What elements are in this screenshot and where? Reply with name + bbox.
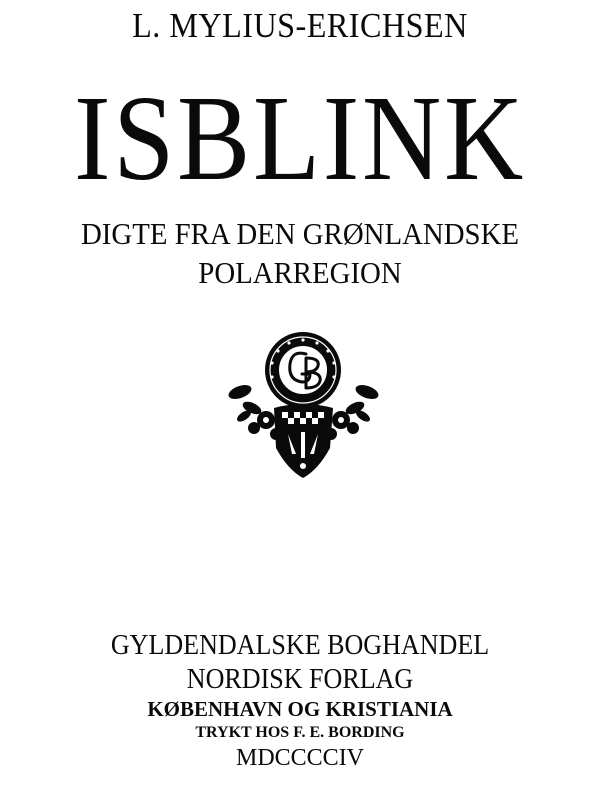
printer-credit: TRYKT HOS F. E. BORDING	[195, 724, 405, 741]
publisher-name: GYLDENDALSKE BOGHANDEL	[110, 630, 490, 661]
publisher-monogram-emblem-icon	[226, 330, 381, 480]
subtitle-line-1: DIGTE FRA DEN GRØNLANDSKE	[80, 216, 520, 251]
publisher-cities: KØBENHAVN OG KRISTIANIA	[147, 697, 453, 721]
publisher-imprint: NORDISK FORLAG	[186, 664, 414, 695]
subtitle-line-2: POLARREGION	[198, 255, 402, 290]
author-name: L. MYLIUS-ERICHSEN	[132, 6, 468, 45]
book-title: ISBLINK	[74, 71, 526, 206]
publication-year: MDCCCCIV	[235, 745, 365, 771]
